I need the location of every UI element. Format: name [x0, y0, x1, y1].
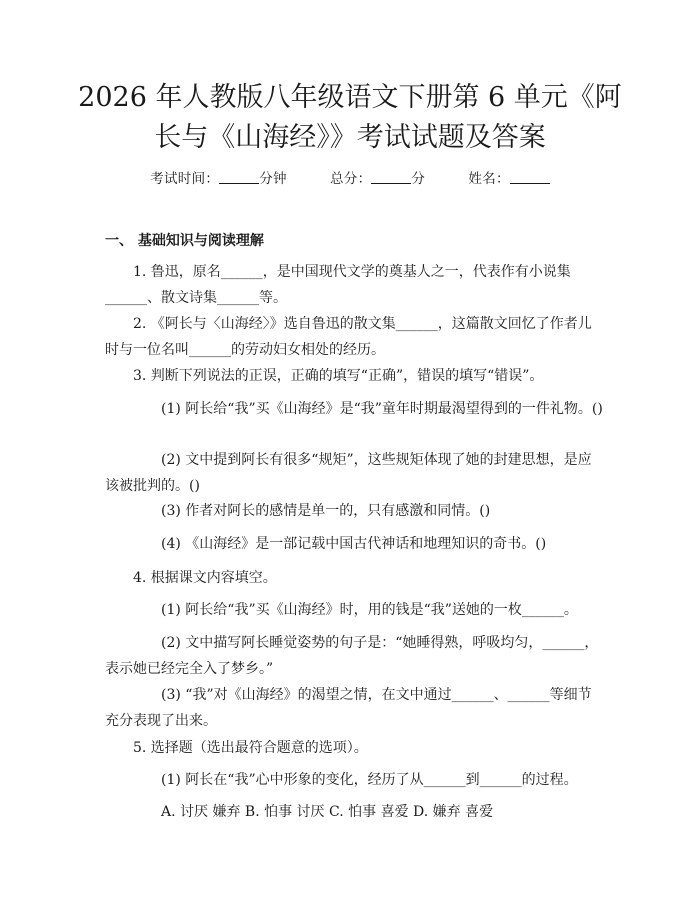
title-line-1: 2026 年人教版八年级语文下册第 6 单元《阿: [78, 82, 622, 113]
question-1: 1. 鲁迅，原名______，是中国现代文学的奠基人之一，代表作有小说集______、散文诗集______等。: [105, 264, 571, 306]
exam-title: [60, 78, 640, 158]
question-3-1: (1) 阿长给“我”买《山海经》是“我”童年时期最渴望得到的一件礼物。(): [161, 401, 603, 417]
title-line-2: 长与《山海经》》考试试题及答案: [154, 122, 546, 153]
time-unit: 分钟: [259, 171, 287, 187]
score-blank[interactable]: [371, 171, 411, 184]
time-blank[interactable]: [219, 171, 259, 184]
question-5-options: A. 讨厌 嫌弃 B. 怕事 讨厌 C. 怕事 喜爱 D. 嫌弃 喜爱: [161, 804, 494, 820]
question-3-4: (4) 《山海经》是一部记载中国古代神话和地理知识的奇书。(): [161, 536, 547, 552]
name-blank[interactable]: [510, 171, 550, 184]
question-3-3: (3) 作者对阿长的感情是单一的，只有感激和同情。(): [161, 503, 491, 519]
name-label: 姓名：: [468, 171, 510, 187]
question-3-2: (2) 文中提到阿长有很多“规矩”，这些规矩体现了她的封建思想，是应该被批判的。(): [105, 452, 592, 494]
question-2: 2. 《阿长与〈山海经〉》选自鲁迅的散文集______，这篇散文回忆了作者儿时与一位名叫______的劳动妇女相处的经历。: [105, 316, 592, 358]
section-heading: 一、 基础知识与阅读理解: [105, 233, 264, 249]
question-4: 4. 根据课文内容填空。: [133, 570, 277, 586]
question-4-1: (1) 阿长给“我”买《山海经》时，用的钱是“我”送她的一枚______。: [161, 602, 578, 618]
question-5: 5. 选择题（选出最符合题意的选项）。: [133, 740, 368, 756]
question-4-2: (2) 文中描写阿长睡觉姿势的句子是：“她睡得熟，呼吸均匀，______，表示她已经完全入了梦乡。”: [105, 635, 599, 677]
question-5-1: (1) 阿长在“我”心中形象的变化，经历了从______到______的过程。: [161, 772, 578, 788]
score-label: 总分：: [329, 171, 372, 187]
score-unit: 分: [411, 171, 426, 187]
exam-meta-line: [0, 167, 700, 187]
question-3: 3. 判断下列说法的正误，正确的填写“正确”，错误的填写“错误”。: [133, 368, 544, 384]
question-4-3: (3) “我”对《山海经》的渴望之情，在文中通过______、______等细节充分表现了出来。: [105, 687, 592, 729]
time-label: 考试时间：: [150, 171, 220, 187]
